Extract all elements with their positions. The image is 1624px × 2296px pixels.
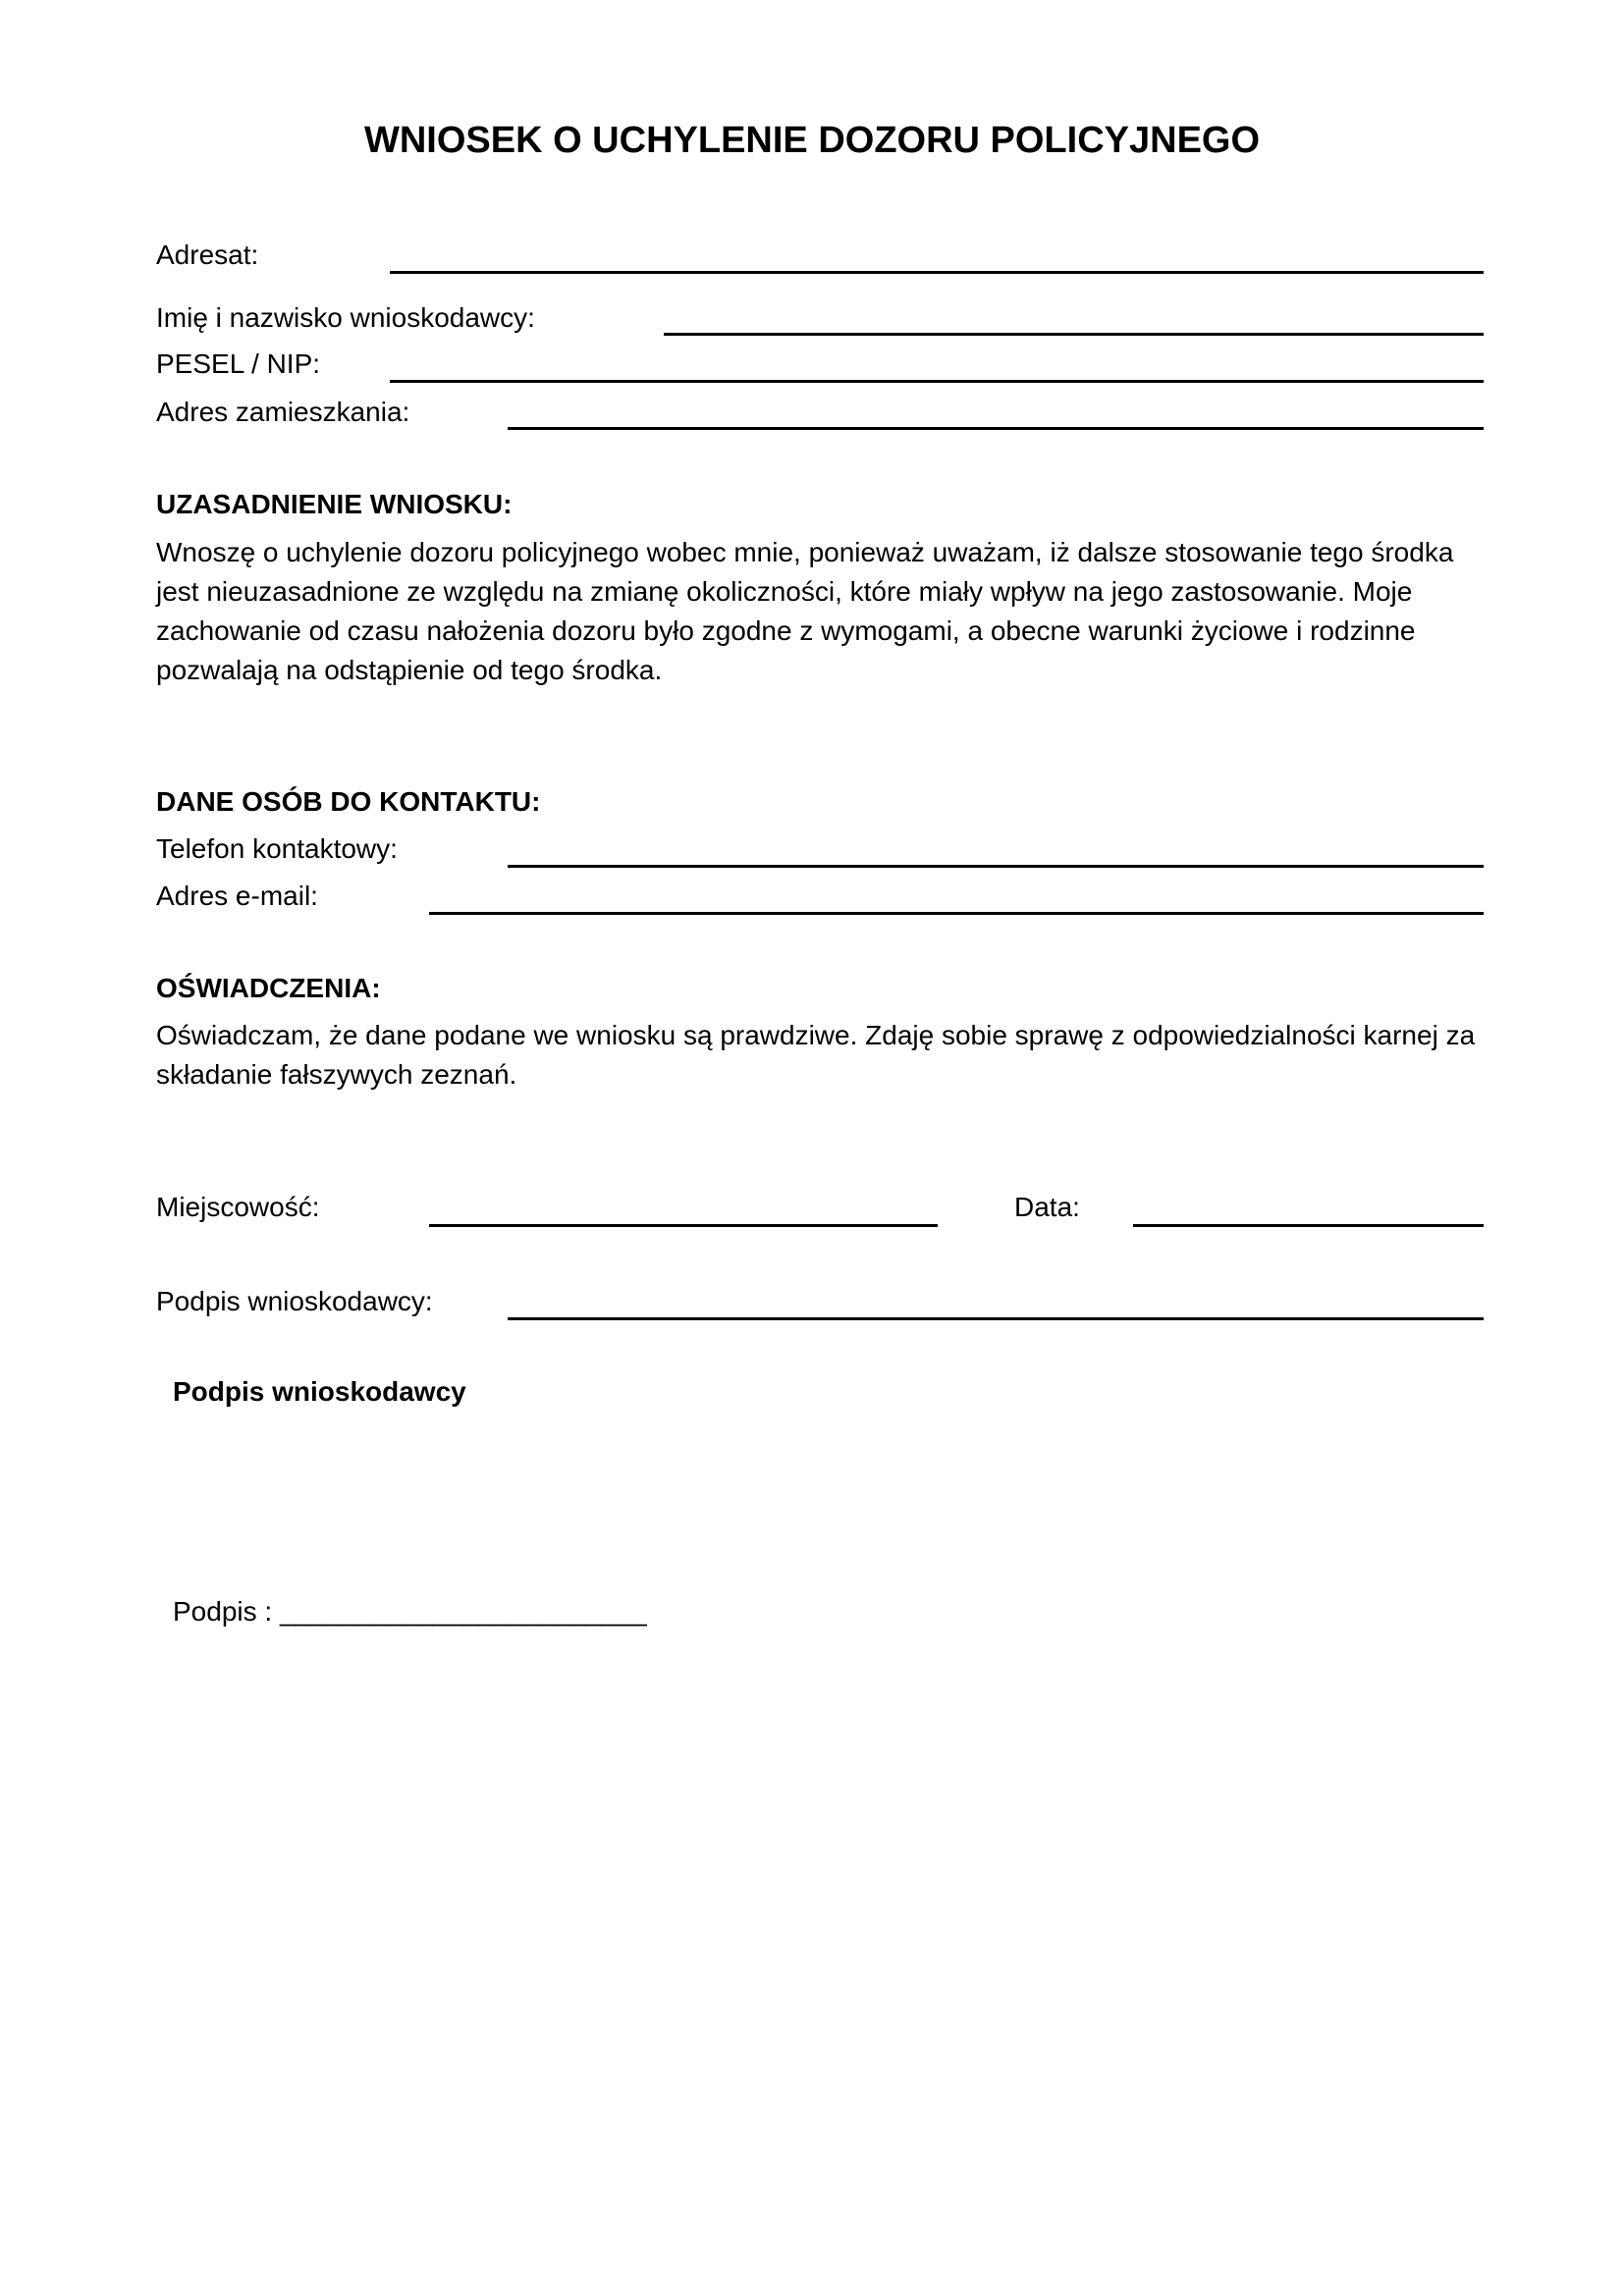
declarations-line: Oświadczam, że dane podane we wniosku są prawdziwe. Zdaję sobie sprawę z odpowiedzialności karnej za — [156, 1020, 1476, 1050]
applicant-name-label: Imię i nazwisko wnioskodawcy: — [156, 302, 535, 333]
applicant-name-field[interactable] — [664, 333, 1484, 336]
justification-text — [156, 533, 1511, 690]
applicant-signature-label: Podpis wnioskodawcy: — [156, 1286, 433, 1316]
addressee-field[interactable] — [390, 271, 1484, 274]
declarations-line: składanie fałszywych zeznań. — [156, 1059, 517, 1090]
place-label: Miejscowość: — [156, 1192, 320, 1222]
justification-line: Wnoszę o uchylenie dozoru policyjnego wobec mnie, ponieważ uważam, iż dalsze stosowanie tego środka — [156, 537, 1454, 567]
declarations-heading: OŚWIADCZENIA: — [156, 973, 381, 1003]
signature-line[interactable]: Podpis : ________________________ — [173, 1596, 647, 1627]
place-field[interactable] — [429, 1224, 938, 1227]
home-address-label: Adres zamieszkania: — [156, 397, 410, 427]
email-label: Adres e-mail: — [156, 881, 318, 911]
pesel-nip-field[interactable] — [390, 380, 1484, 383]
signature-block-heading: Podpis wnioskodawcy — [173, 1376, 466, 1407]
phone-field[interactable] — [508, 865, 1484, 868]
justification-heading: UZASADNIENIE WNIOSKU: — [156, 489, 513, 519]
contact-heading: DANE OSÓB DO KONTAKTU: — [156, 786, 541, 817]
justification-line: pozwalają na odstąpienie od tego środka. — [156, 655, 663, 685]
addressee-label: Adresat: — [156, 240, 259, 270]
applicant-signature-field[interactable] — [508, 1317, 1484, 1320]
date-label: Data: — [1014, 1192, 1080, 1222]
declarations-text — [156, 1016, 1511, 1095]
pesel-nip-label: PESEL / NIP: — [156, 348, 321, 379]
date-field[interactable] — [1133, 1224, 1484, 1227]
email-field[interactable] — [429, 912, 1484, 915]
document-title: WNIOSEK O UCHYLENIE DOZORU POLICYJNEGO — [363, 120, 1261, 161]
phone-label: Telefon kontaktowy: — [156, 833, 398, 864]
justification-line: jest nieuzasadnione ze względu na zmianę okoliczności, które miały wpływ na jego zastosowanie. Moje — [156, 576, 1413, 607]
justification-line: zachowanie od czasu nałożenia dozoru było zgodne z wymogami, a obecne warunki życiowe i rodzinne — [156, 615, 1416, 646]
home-address-field[interactable] — [508, 427, 1484, 430]
